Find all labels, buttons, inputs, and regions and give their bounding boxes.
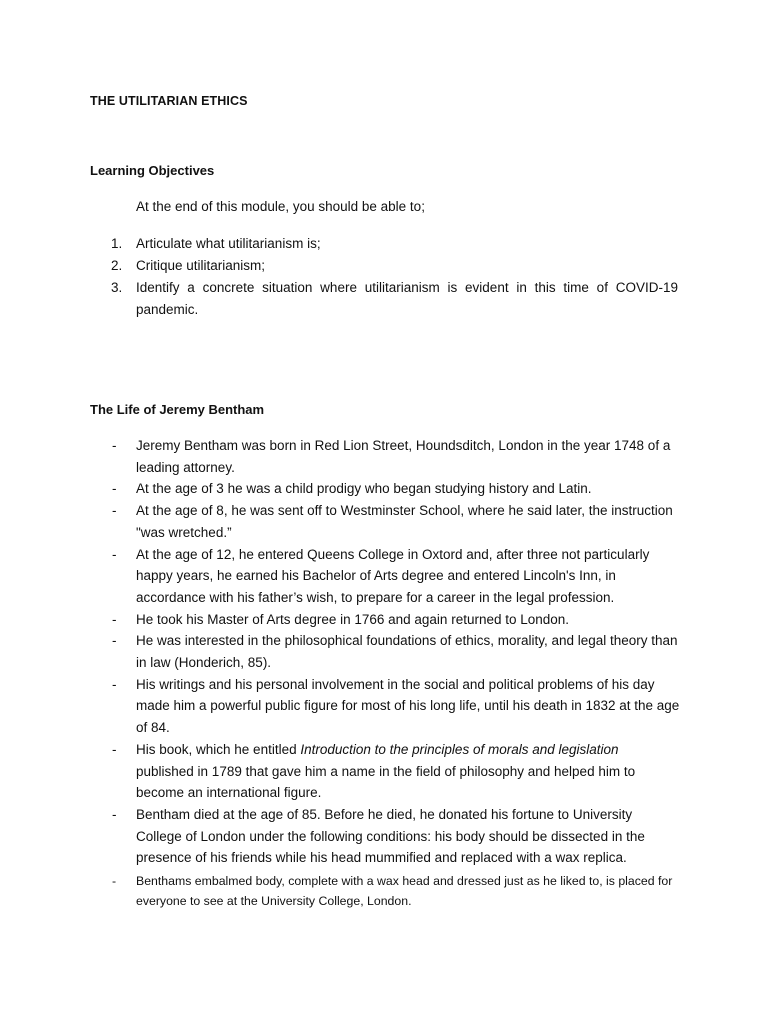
objective-number: 1.	[111, 236, 123, 251]
bullet-dash: -	[112, 611, 117, 627]
bio-item	[90, 804, 680, 869]
bio-text: Benthams embalmed body, complete with a wax head and dressed just as he liked to, is placed for everyone to see at the University College, London.	[136, 874, 673, 909]
document-title: THE UTILITARIAN ETHICS	[90, 94, 248, 108]
learning-objectives-list	[90, 233, 678, 321]
bullet-dash: -	[112, 676, 117, 692]
bio-text: Bentham died at the age of 85. Before he died, he donated his fortune to University College of London under the following conditions: his body should be dissected in the presence of his friends while his head mummified and replaced with a wax replica.	[136, 806, 645, 866]
bio-text-before: His book, which he entitled	[136, 741, 301, 757]
bio-item	[90, 609, 680, 631]
bio-item	[90, 435, 680, 478]
bio-item	[90, 630, 680, 673]
bio-item	[90, 871, 680, 911]
bullet-dash: -	[112, 481, 117, 497]
objective-item	[90, 233, 678, 255]
bio-text-after: published in 1789 that gave him a name in the field of philosophy and helped him to become an international figure.	[136, 763, 636, 801]
bio-text: His writings and his personal involvement in the social and political problems of his day made him a powerful public figure for most of his long life, until his death in 1832 at the age of 84.	[136, 676, 680, 736]
objective-item	[90, 277, 678, 321]
book-title: Introduction to the principles of morals and legislation	[300, 741, 619, 757]
objective-text: Articulate what utilitarianism is;	[136, 236, 321, 251]
bio-text: At the age of 3 he was a child prodigy who began studying history and Latin.	[136, 481, 592, 497]
bio-text: He was interested in the philosophical foundations of ethics, morality, and legal theory than in law (Honderich, 85).	[136, 633, 678, 671]
bullet-dash: -	[112, 806, 117, 822]
bio-item	[90, 739, 680, 804]
bullet-dash: -	[112, 741, 117, 757]
bullet-dash: -	[112, 546, 117, 562]
learning-objectives-intro: At the end of this module, you should be able to;	[136, 199, 425, 214]
bio-item	[90, 544, 680, 609]
objective-text: Identify a concrete situation where utilitarianism is evident in this time of COVID-19 pandemic.	[136, 280, 678, 317]
bio-text: At the age of 8, he was sent off to Westminster School, where he said later, the instruction "was wretched.”	[136, 503, 673, 540]
bentham-life-list	[90, 435, 680, 911]
bio-item	[90, 478, 680, 500]
bio-text: He took his Master of Arts degree in 1766 and again returned to London.	[136, 611, 570, 627]
objective-text: Critique utilitarianism;	[136, 258, 266, 273]
learning-objectives-heading: Learning Objectives	[90, 163, 215, 178]
bio-item	[90, 500, 680, 543]
bentham-life-heading: The Life of Jeremy Bentham	[90, 402, 265, 417]
bullet-dash: -	[112, 633, 117, 649]
objective-number: 3.	[111, 280, 123, 295]
bullet-dash: -	[112, 438, 117, 453]
bullet-dash: -	[112, 503, 117, 519]
bio-text: At the age of 12, he entered Queens College in Oxtord and, after three not particularly happy years, he earned his Bachelor of Arts degree and entered Lincoln's Inn, in accordance with his father’s wish, to prepare for a career in the legal profession.	[136, 546, 650, 605]
bullet-dash: -	[112, 874, 117, 889]
bio-text: Jeremy Bentham was born in Red Lion Street, Houndsditch, London in the year 1748 of a leading attorney.	[136, 438, 671, 475]
bio-item	[90, 674, 680, 739]
objective-number: 2.	[111, 258, 123, 273]
objective-item	[90, 255, 678, 277]
